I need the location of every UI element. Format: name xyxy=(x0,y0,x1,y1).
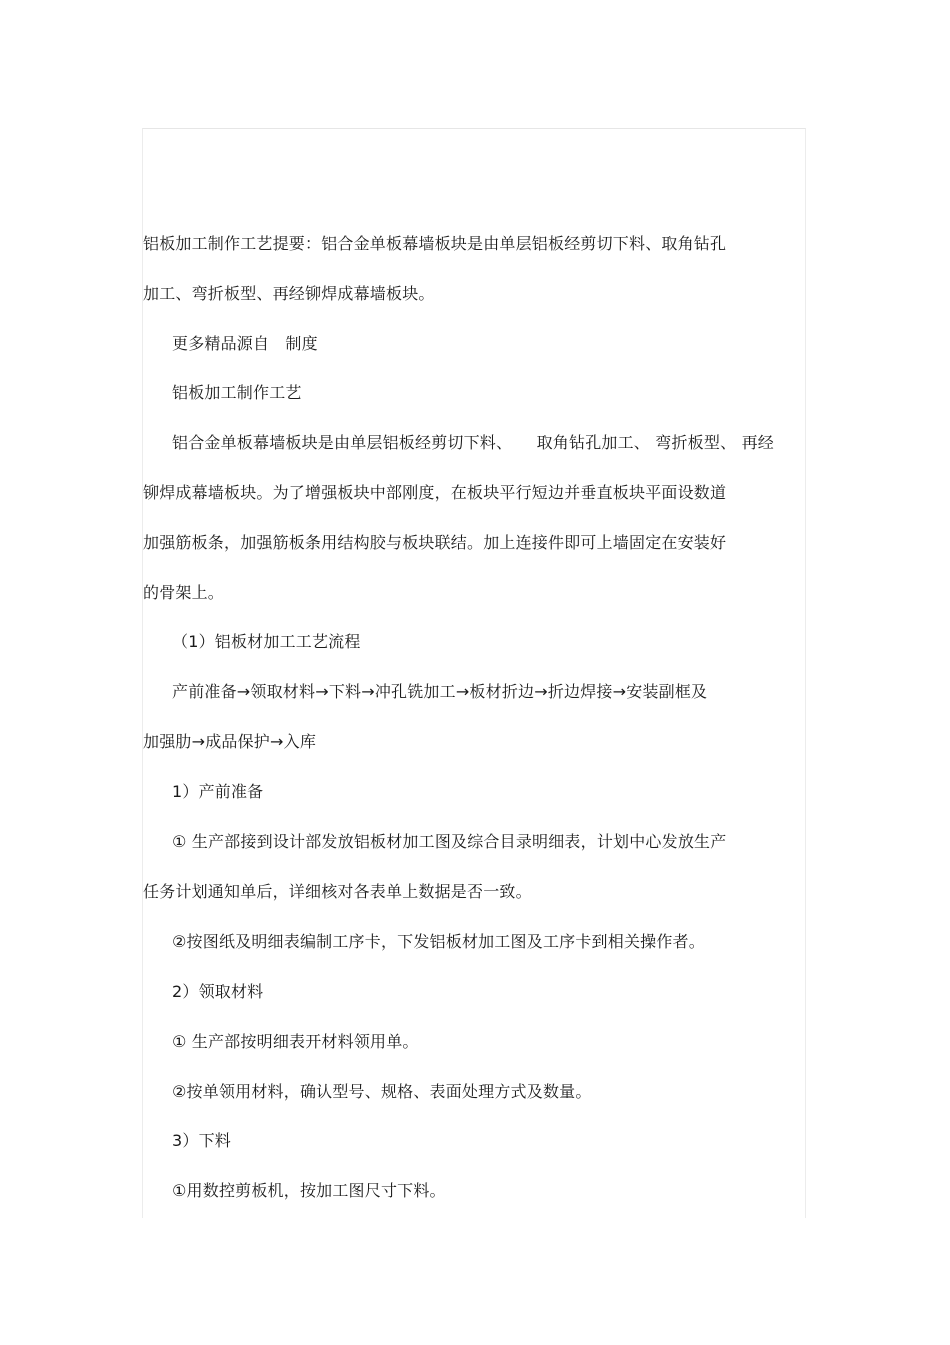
step-1-item-1-line-1: ① 生产部接到设计部发放铝板材加工图及综合目录明细表，计划中心发放生产 xyxy=(172,832,727,851)
step-2-item-2: ②按单领用材料，确认型号、规格、表面处理方式及数量。 xyxy=(172,1082,592,1101)
paragraph-line-2: 铆焊成幕墙板块。为了增强板块中部刚度，在板块平行短边并垂直板块平面设数道 xyxy=(143,483,727,502)
paragraph-line-3: 加强筋板条，加强筋板条用结构胶与板块联结。加上连接件即可上墙固定在安装好 xyxy=(143,533,727,552)
process-flow-line-1: 产前准备→领取材料→下料→冲孔铣加工→板材折边→折边焊接→安装副框及 xyxy=(172,682,708,701)
paragraph-line-1: 铝合金单板幕墙板块是由单层铝板经剪切下料、 取角钻孔加工、 弯折板型、 再经 xyxy=(172,433,774,452)
step-heading-2: 2）领取材料 xyxy=(172,982,264,1001)
step-2-item-1: ① 生产部按明细表开材料领用单。 xyxy=(172,1032,419,1051)
step-1-item-2: ②按图纸及明细表编制工序卡，下发铝板材加工图及工序卡到相关操作者。 xyxy=(172,932,705,951)
paragraph-line-4: 的骨架上。 xyxy=(143,583,225,602)
section-title: 铝板加工制作工艺 xyxy=(172,383,302,402)
process-flow-line-2: 加强肋→成品保护→入库 xyxy=(143,732,317,751)
summary-line-2: 加工、弯折板型、再经铆焊成幕墙板块。 xyxy=(143,284,435,303)
summary-line-1: 铝板加工制作工艺提要：铝合金单板幕墙板块是由单层铝板经剪切下料、取角钻孔 xyxy=(143,234,727,253)
step-heading-3: 3）下料 xyxy=(172,1131,231,1150)
step-heading-1: 1）产前准备 xyxy=(172,782,264,801)
step-3-item-1: ①用数控剪板机，按加工图尺寸下料。 xyxy=(172,1181,446,1200)
step-1-item-1-line-2: 任务计划通知单后，详细核对各表单上数据是否一致。 xyxy=(143,882,532,901)
source-note: 更多精品源自 制度 xyxy=(172,334,318,353)
subsection-heading: （1）铝板材加工工艺流程 xyxy=(172,632,361,651)
